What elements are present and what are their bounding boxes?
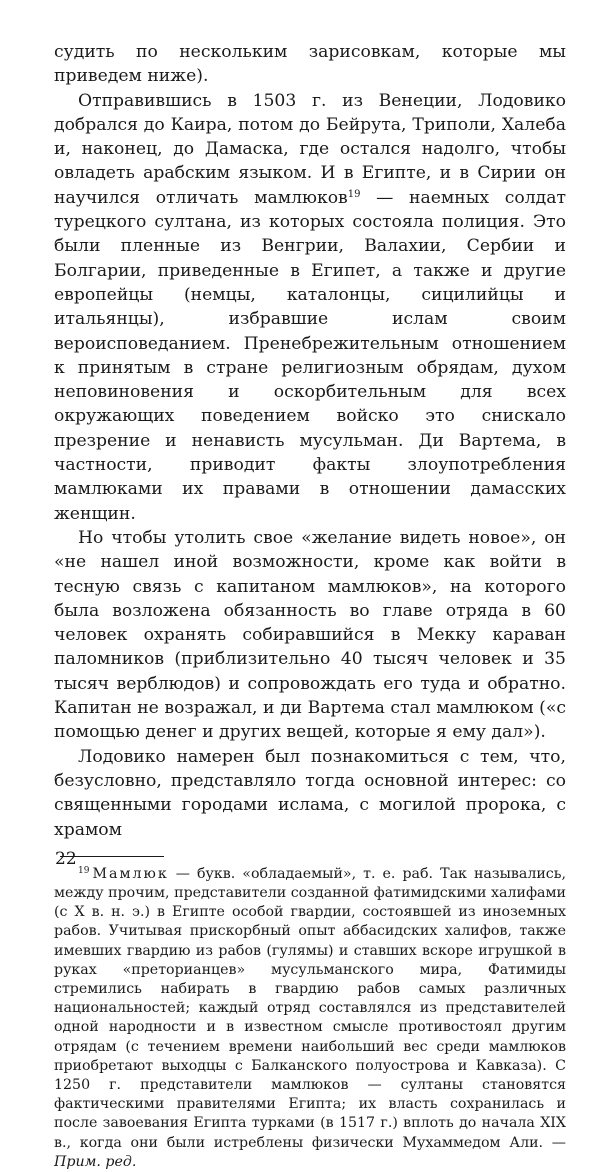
paragraph-2-text-after: — наемных солдат турецкого султана, из которых состояла полиция. Это были пленные из Венгрии, Валахии, Сербии и Болгарии, приведенные в Египет, а также и другие европейцы (немцы, каталонцы, сицилийцы и итальянцы), избравшие ислам своим вероисповеданием. Пренебрежительным отношением к принятым в стране религиозным обрядам, духом неповиновения и оскорбительным для всех окружающих поведением войско это снискало презрение и ненависть мусульман. Ди Вартема, в частности, приводит факты злоупотребления мамлюками их правами в отношении дамасских женщин. — [54, 187, 566, 524]
page-content — [54, 40, 566, 1172]
paragraph-1: судить по нескольким зарисовкам, которые мы приведем ниже). — [54, 42, 566, 87]
footnote-term: Мамлюк — [92, 865, 169, 882]
page-number: 22 — [55, 849, 77, 869]
paragraph-2-text-before: Отправившись в 1503 г. из Венеции, Лодовико добрался до Каира, потом до Бейрута, Триполи, Халеба и, наконец, до Дамаска, где остался надолго, чтобы овладеть арабским языком. И в Египте, и в Сирии он научился отличать мамлюков — [54, 90, 566, 208]
paragraph-2 — [54, 89, 566, 526]
footnote-reference: 19 — [347, 188, 361, 200]
footnote-editor-note: Прим. ред. — [54, 1153, 137, 1170]
footnote-number: 19 — [78, 865, 90, 876]
footnote-text: — букв. «обладаемый», т. е. раб. Так назывались, между прочим, представители созданной фатимидскими халифами (с X в. н. э.) в Египте особой гвардии, состоявшей из иноземных рабов. Учитывая прискорбный опыт аббасидских халифов, также имевших гвардию из рабов (гулямы) и ставших вскоре игрушкой в руках «преторианцев» мусульманского мира, Фатимиды стремились набирать в гвардию рабов самых различных национальностей; каждый отряд составлялся из представителей одной народности и в известном смысле противостоял другим отрядам (с течением времени наибольший вес среди мамлюков приобретают выходцы с Балканского полуострова и Кавказа). С 1250 г. представители мамлюков — султаны становятся фактическими правителями Египта; их власть сохранилась и после завоевания Египта турками (в 1517 г.) вплоть до начала XIX в., когда они были истреблены физически Мухаммедом Али. — — [54, 865, 566, 1151]
paragraph-3: Но чтобы утолить свое «желание видеть новое», он «не нашел иной возможности, кроме как войти в тесную связь с капитаном мамлюков», на которого была возложена обязанность во главе отряда в 60 человек охранять собиравшийся в Мекку караван паломников (приблизительно 40 тысяч человек и 35 тысяч верблюдов) и сопровождать его туда и обратно. Капитан не возражал, и ди Вартема стал мамлюком («с помощью денег и других вещей, которые я ему дал»). — [54, 527, 566, 743]
footnote — [54, 865, 566, 1172]
paragraph-4: Лодовико намерен был познакомиться с тем, что, безусловно, представляло тогда основной интерес: со священными городами ислама, с могилой пророка, с храмом — [54, 746, 566, 840]
